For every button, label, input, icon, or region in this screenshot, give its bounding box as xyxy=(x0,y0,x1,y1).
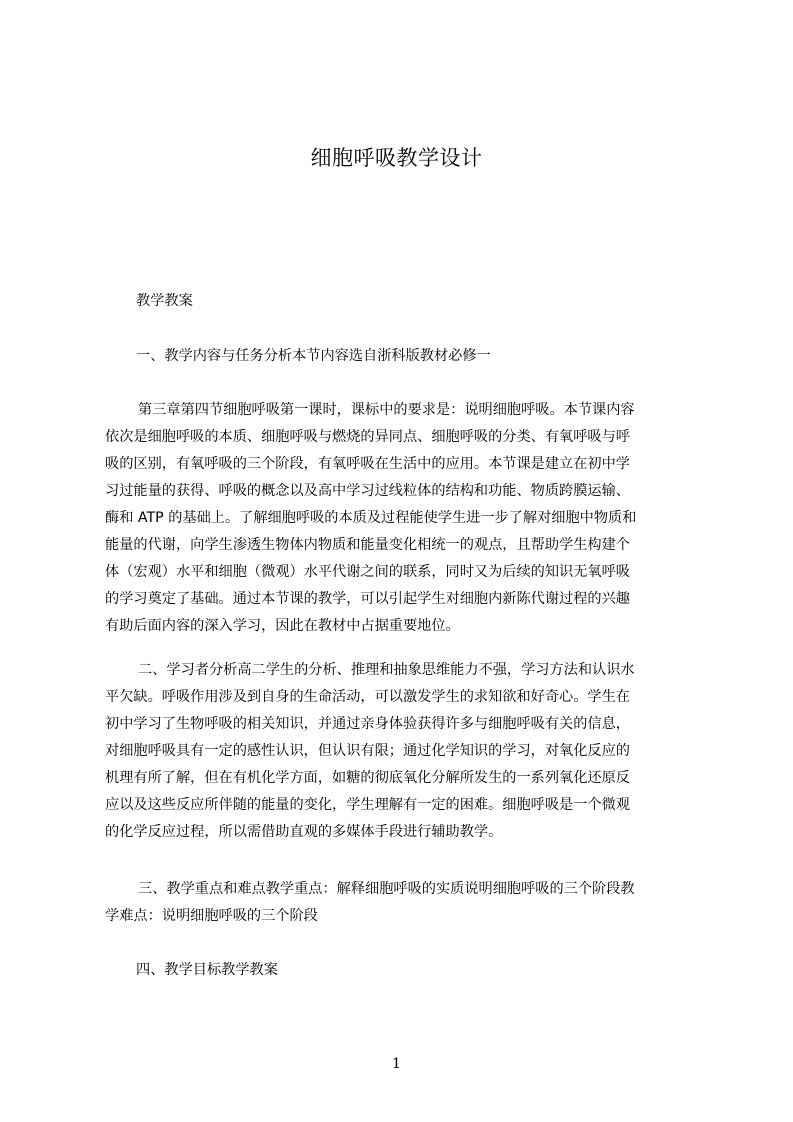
paragraph-line: 学难点：说明细胞呼吸的三个阶段 xyxy=(105,908,318,924)
paragraph-line: 的学习奠定了基础。通过本节课的教学，可以引起学生对细胞内新陈代谢过程的兴趣 xyxy=(105,591,630,607)
section1-heading: 一、教学内容与任务分析本节内容选自浙科版教材必修一 xyxy=(136,348,491,364)
section1-paragraph xyxy=(105,397,701,640)
paragraph-line: 第三章第四节细胞呼吸第一课时，课标中的要求是：说明细胞呼吸。本节课内容 xyxy=(138,402,635,418)
paragraph-line: 二、学习者分析高二学生的分析、推理和抽象思维能力不强，学习方法和认识水 xyxy=(138,662,635,678)
page-number: 1 xyxy=(392,1056,401,1072)
document-title: 细胞呼吸教学设计 xyxy=(310,146,483,170)
heading-teaching-plan: 教学教案 xyxy=(136,293,193,309)
paragraph-line: 初中学习了生物呼吸的相关知识，并通过亲身体验获得许多与细胞呼吸有关的信息， xyxy=(105,716,630,732)
paragraph-line: 对细胞呼吸具有一定的感性认识，但认识有限；通过化学知识的学习，对氧化反应的 xyxy=(105,743,630,759)
paragraph-line: 依次是细胞呼吸的本质、细胞呼吸与燃烧的异同点、细胞呼吸的分类、有氧呼吸与呼 xyxy=(105,429,630,445)
paragraph-line: 平欠缺。呼吸作用涉及到自身的生命活动，可以激发学生的求知欲和好奇心。学生在 xyxy=(105,689,630,705)
paragraph-line: 的化学反应过程，所以需借助直观的多媒体手段进行辅助教学。 xyxy=(105,824,503,840)
paragraph-line: 有助后面内容的深入学习，因此在教材中占据重要地位。 xyxy=(105,618,460,634)
paragraph-line: 机理有所了解，但在有机化学方面，如糖的彻底氧化分解所发生的一系列氧化还原反 xyxy=(105,770,630,786)
paragraph-line: 应以及这些反应所伴随的能量的变化，学生理解有一定的困难。细胞呼吸是一个微观 xyxy=(105,797,630,813)
paragraph-line: 酶和 ATP 的基础上。了解细胞呼吸的本质及过程能使学生进一步了解对细胞中物质和 xyxy=(105,510,637,526)
section3-paragraph xyxy=(105,876,701,930)
paragraph-line: 三、教学重点和难点教学重点：解释细胞呼吸的实质说明细胞呼吸的三个阶段教 xyxy=(138,881,635,897)
paragraph-line: 吸的区别，有氧呼吸的三个阶段，有氧呼吸在生活中的应用。本节课是建立在初中学 xyxy=(105,456,630,472)
paragraph-line: 体（宏观）水平和细胞（微观）水平代谢之间的联系，同时又为后续的知识无氧呼吸 xyxy=(105,564,630,580)
section4-heading: 四、教学目标教学教案 xyxy=(136,962,278,978)
paragraph-line: 习过能量的获得、呼吸的概念以及高中学习过线粒体的结构和功能、物质跨膜运输、 xyxy=(105,483,630,499)
section2-paragraph xyxy=(105,657,701,846)
paragraph-line: 能量的代谢，向学生渗透生物体内物质和能量变化相统一的观点，且帮助学生构建个 xyxy=(105,537,630,553)
